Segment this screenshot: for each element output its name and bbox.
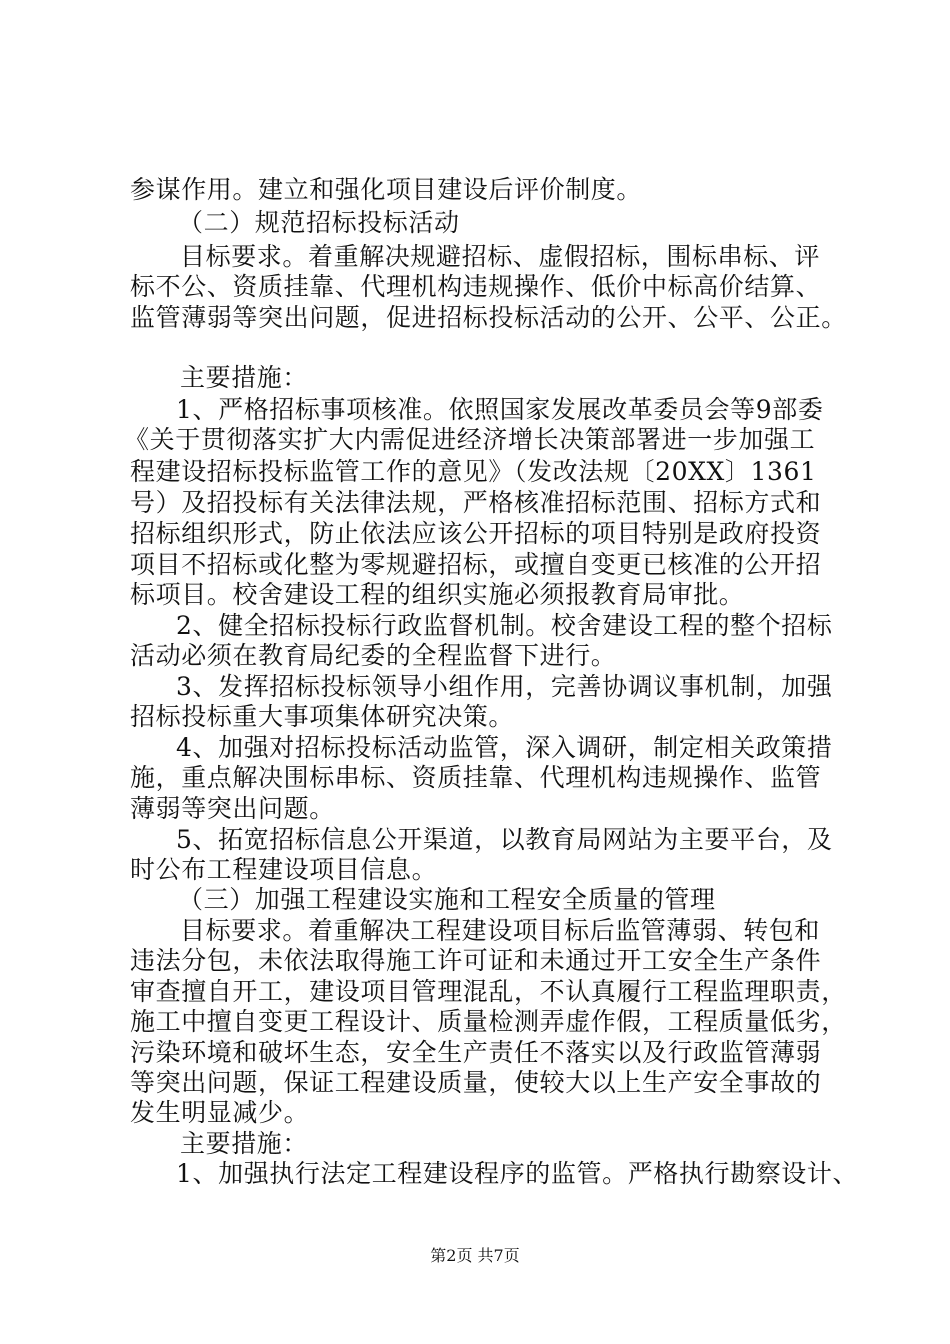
body-line: 参谋作用。建立和强化项目建设后评价制度。: [130, 175, 643, 204]
body-line: 标项目。校舍建设工程的组织实施必须报教育局审批。: [130, 580, 745, 609]
body-line: 目标要求。着重解决工程建设项目标后监管薄弱、转包和: [180, 916, 821, 945]
body-line: 违法分包，未依法取得施工许可证和未通过开工安全生产条件: [130, 946, 822, 975]
body-line: 2、健全招标投标行政监督机制。校舍建设工程的整个招标: [176, 611, 833, 640]
subheading-line: 主要措施：: [180, 1129, 309, 1158]
body-line: 施，重点解决围标串标、资质挂靠、代理机构违规操作、监管: [130, 763, 822, 792]
page-footer: 第2页 共7页: [430, 1246, 520, 1265]
body-line: 3、发挥招标投标领导小组作用，完善协调议事机制，加强: [176, 672, 833, 701]
body-line: 目标要求。着重解决规避招标、虚假招标，围标串标、评: [180, 242, 821, 271]
body-line: 审查擅自开工，建设项目管理混乱，不认真履行工程监理职责，: [130, 977, 847, 1006]
body-line: 1、加强执行法定工程建设程序的监管。严格执行勘察设计、: [176, 1159, 859, 1188]
body-line: 1、严格招标事项核准。依照国家发展改革委员会等9部委: [176, 395, 824, 424]
body-line: 招标组织形式，防止依法应该公开招标的项目特别是政府投资: [130, 519, 822, 548]
body-line: 招标投标重大事项集体研究决策。: [130, 702, 515, 731]
body-line: 时公布工程建设项目信息。: [130, 855, 438, 884]
body-line: 标不公、资质挂靠、代理机构违规操作、低价中标高价结算、: [130, 272, 822, 301]
subheading-line: 主要措施：: [180, 363, 309, 392]
body-line: 施工中擅自变更工程设计、质量检测弄虚作假，工程质量低劣，: [130, 1007, 847, 1036]
body-line: 监管薄弱等突出问题，促进招标投标活动的公开、公平、公正。: [130, 303, 847, 332]
body-line: 污染环境和破坏生态，安全生产责任不落实以及行政监管薄弱: [130, 1038, 822, 1067]
body-line: 《关于贯彻落实扩大内需促进经济增长决策部署进一步加强工: [124, 425, 816, 454]
body-line: 号）及招投标有关法律法规，严格核准招标范围、招标方式和: [130, 488, 822, 517]
body-line: 5、拓宽招标信息公开渠道，以教育局网站为主要平台，及: [176, 825, 833, 854]
body-line: 项目不招标或化整为零规避招标，或擅自变更已核准的公开招: [130, 550, 822, 579]
body-line: 薄弱等突出问题。: [130, 794, 335, 823]
section-heading: （三）加强工程建设实施和工程安全质量的管理: [178, 885, 716, 914]
body-line: 程建设招标投标监管工作的意见》（发改法规〔20XX〕1361: [130, 457, 817, 486]
section-heading: （二）规范招标投标活动: [178, 208, 460, 237]
body-line: 等突出问题，保证工程建设质量，使较大以上生产安全事故的: [130, 1068, 822, 1097]
body-line: 活动必须在教育局纪委的全程监督下进行。: [130, 641, 617, 670]
body-line: 4、加强对招标投标活动监管，深入调研，制定相关政策措: [176, 733, 833, 762]
body-line: 发生明显减少。: [130, 1098, 310, 1127]
